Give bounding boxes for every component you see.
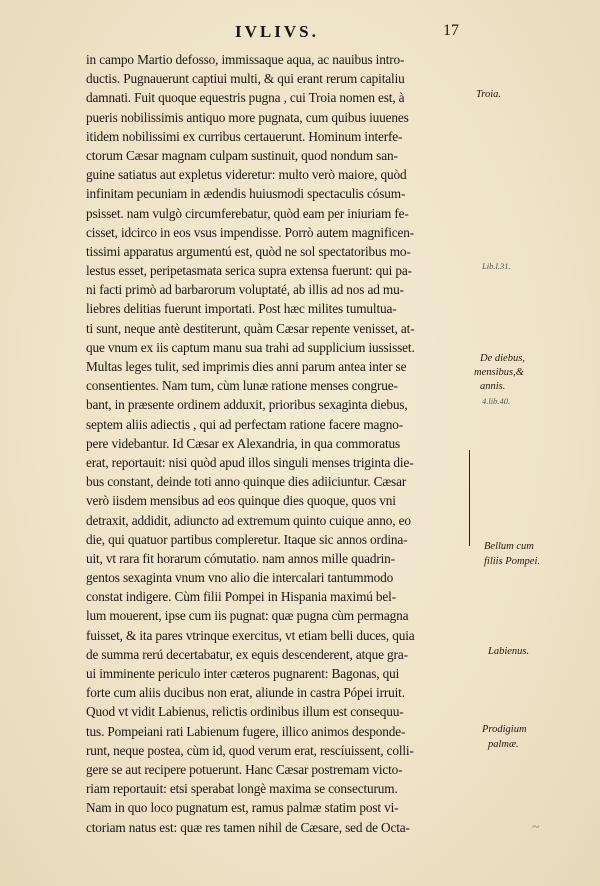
- text-line: fuisset, & ita pares vtrinque exercitus, vt etiam belli duces, quia: [86, 627, 415, 643]
- text-line: Nam in quo loco pugnatum est, ramus palmæ statim post vi-: [86, 800, 399, 816]
- text-line: die, qui quatuor partibus compleretur. Itaque sic annos ordina-: [86, 531, 408, 547]
- text-line: in campo Martio defosso, immissaque aqua, ac nauibus intro-: [86, 52, 405, 67]
- running-title: IVLIVS.: [235, 22, 319, 41]
- text-line: ctoriam natus est: quæ res tamen nihil de Cæsare, sed de Octa-: [86, 819, 410, 835]
- margin-note-de-diebus-2: mensibus,&: [474, 367, 524, 378]
- text-line: Quod vt vidit Labienus, relictis ordinibus illum est consequu-: [86, 704, 404, 720]
- text-line: itidem nobilissimi ex curribus certauerunt. Hominum interfe-: [86, 128, 403, 144]
- margin-note-lib2: 4.lib.40.: [482, 396, 511, 406]
- text-line: Multas leges tulit, sed imprimis dies anni parum antea inter se: [86, 359, 407, 374]
- text-line: que vnum ex iis captum manu sua trahi ad supplicium iussisset.: [86, 339, 415, 355]
- text-line: gentos sexaginta vnum vno alio die intercalari tantummodo: [86, 570, 394, 586]
- text-line: damnati. Fuit quoque equestris pugna , cui Troia nomen est, à: [86, 90, 405, 106]
- text-line: erat, reportauit: nisi quòd apud illos singuli menses triginta die-: [86, 454, 414, 470]
- text-line: lum mouerent, ipse cum iis pugnat: quæ pugna cùm permagna: [86, 608, 409, 624]
- margin-note-troia: Troia.: [476, 89, 501, 100]
- margin-note-bellum-1: Bellum cum: [484, 541, 534, 552]
- text-line: pueris nobilissimis antiquo more pugnata, cum quibus iuuenes: [86, 109, 409, 125]
- running-head: [0, 22, 600, 46]
- text-line: consentientes. Nam tum, cùm lunæ ratione menses congrue-: [86, 378, 398, 394]
- margin-note-de-diebus-3: annis.: [480, 381, 506, 392]
- ink-mark: ~: [532, 820, 540, 835]
- text-line: runt, neque postea, cùm id, quod verum erat, rescíuissent, colli-: [86, 742, 414, 758]
- text-line: infinitam pecuniam in ædendis huiusmodi spectaculis cósum-: [86, 186, 406, 202]
- text-line: liebres delitias fuerunt importati. Post hæc milites tumultua-: [86, 301, 397, 317]
- text-line: bus constant, deinde toti anno quinque dies adiiciuntur. Cæsar: [86, 474, 407, 490]
- margin-note-labienus: Labienus.: [488, 646, 530, 657]
- text-line: ui imminente periculo inter cæteros pugnarent: Bagonas, qui: [86, 666, 400, 681]
- text-line: bant, in præsente ordinem adduxit, prioribus sexaginta diebus,: [86, 397, 408, 413]
- text-line: riam reportauit: etsi sperabat longè maxima se consecturum.: [86, 781, 398, 797]
- body-text: [86, 50, 471, 837]
- text-line: detraxit, addidit, adiuncto ad extremum quinto cuique anno, eo: [86, 512, 411, 528]
- margin-note-prodigium-2: palmæ.: [488, 739, 519, 750]
- text-line: gere se aut recipere potuerunt. Hanc Cæsar postremam victo-: [86, 761, 403, 777]
- text-line: cisset, idcirco in eos vsus impendisse. Porrò autem magnificen-: [86, 224, 415, 240]
- marginal-bracket: [459, 450, 470, 546]
- margin-note-bellum-2: filiis Pompei.: [484, 556, 540, 567]
- text-line: tissimi apparatus argumentú est, quòd ne sol spectatoribus mo-: [86, 243, 411, 259]
- text-line: forte cum aliis ducibus non erat, aliunde in castra Pópei irruit.: [86, 685, 405, 701]
- margin-note-lib: Lib.l.31.: [482, 261, 511, 271]
- text-line: pere videbantur. Id Cæsar ex Alexandria, in qua commoratus: [86, 435, 401, 451]
- text-line: ti sunt, neque antè destiterunt, quàm Cæsar repente venisset, at-: [86, 320, 415, 336]
- text-line: lestus esset, peripetasmata serica supra extensa fuerunt: qui pa-: [86, 263, 412, 279]
- margin-note-prodigium-1: Prodigium: [482, 724, 527, 735]
- margin-note-de-diebus-1: De diebus,: [480, 353, 525, 364]
- text-line: uit, vt rara fit horarum cómutatio. nam annos mille quadrin-: [86, 550, 395, 566]
- page-number: 17: [443, 22, 459, 39]
- text-line: guine satiatus aut expletus videretur: multo verò maiore, quòd: [86, 167, 407, 183]
- text-line: psisset. nam vulgò circumferebatur, quòd eam per iniuriam fe-: [86, 205, 409, 221]
- text-line: constat indigere. Cùm filii Pompei in Hispania maximú bel-: [86, 589, 397, 605]
- text-line: verò iisdem mensibus ad eos quinque dies quoque, quos vni: [86, 493, 396, 509]
- text-line: ni facti primò ad barbarorum voluptaté, ab illis ad nos ad mu-: [86, 282, 404, 298]
- text-line: tus. Pompeiani rati Labienum fugere, illico animos desponde-: [86, 723, 406, 739]
- text-line: ductis. Pugnauerunt captiui multi, & qui erant rerum capitaliu: [86, 71, 405, 87]
- text-line: ctorum Cæsar magnam culpam sustinuit, quod nondum san-: [86, 147, 398, 163]
- text-line: de summa rerú decertabatur, ex equis descenderent, atque gra-: [86, 646, 408, 662]
- text-line: septem aliis adiectis , qui ad perfectam ratione facere magno-: [86, 416, 404, 432]
